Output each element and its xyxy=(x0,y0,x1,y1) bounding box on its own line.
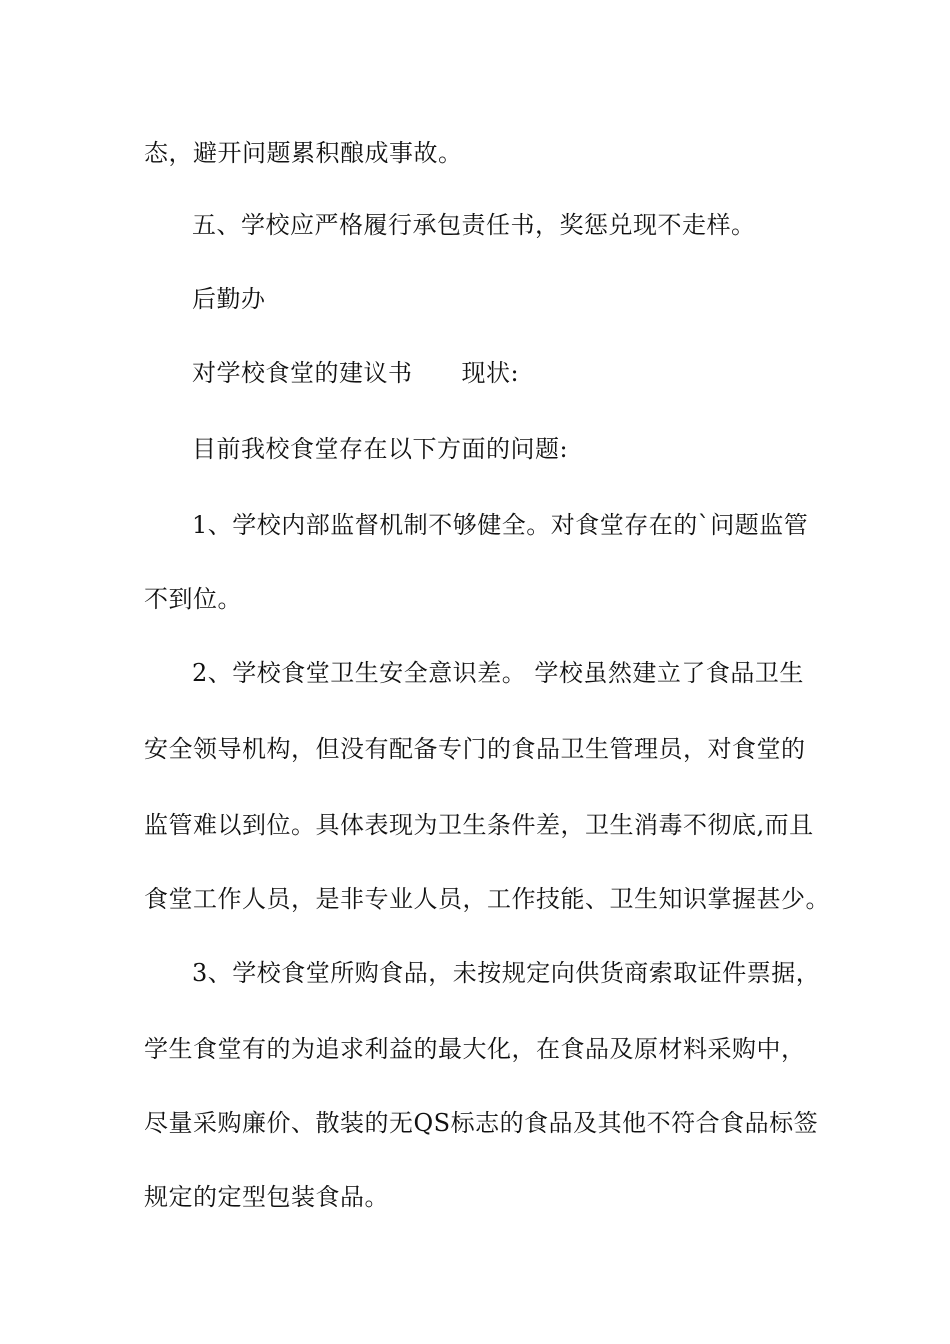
paragraph-line: 1、学校内部监督机制不够健全。对食堂存在的`问题监管 xyxy=(192,511,809,539)
paragraph-line: 监管难以到位。具体表现为卫生条件差，卫生消毒不彻底,而且 xyxy=(144,811,814,839)
paragraph-line: 不到位。 xyxy=(144,585,242,613)
paragraph-line: 五、学校应严格履行承包责任书，奖惩兑现不走样。 xyxy=(192,211,756,239)
paragraph-line: 安全领导机构，但没有配备专门的食品卫生管理员，对食堂的 xyxy=(144,735,806,763)
paragraph-line: 目前我校食堂存在以下方面的问题: xyxy=(192,435,569,463)
signature-department: 后勤办 xyxy=(192,285,266,313)
paragraph-line: 3、学校食堂所购食品，未按规定向供货商索取证件票据， xyxy=(192,959,821,987)
paragraph-line: 学生食堂有的为追求利益的最大化，在食品及原材料采购中， xyxy=(144,1035,806,1063)
paragraph-line: 食堂工作人员，是非专业人员，工作技能、卫生知识掌握甚少。 xyxy=(144,885,830,913)
paragraph-line: 态，避开问题累积酿成事故。 xyxy=(144,139,463,167)
paragraph-line: 2、学校食堂卫生安全意识差。 学校虽然建立了食品卫生 xyxy=(192,659,804,687)
paragraph-line: 规定的定型包装食品。 xyxy=(144,1183,389,1211)
paragraph-line: 尽量采购廉价、散装的无QS标志的食品及其他不符合食品标签 xyxy=(144,1109,819,1137)
section-heading: 对学校食堂的建议书 现状: xyxy=(192,359,520,387)
